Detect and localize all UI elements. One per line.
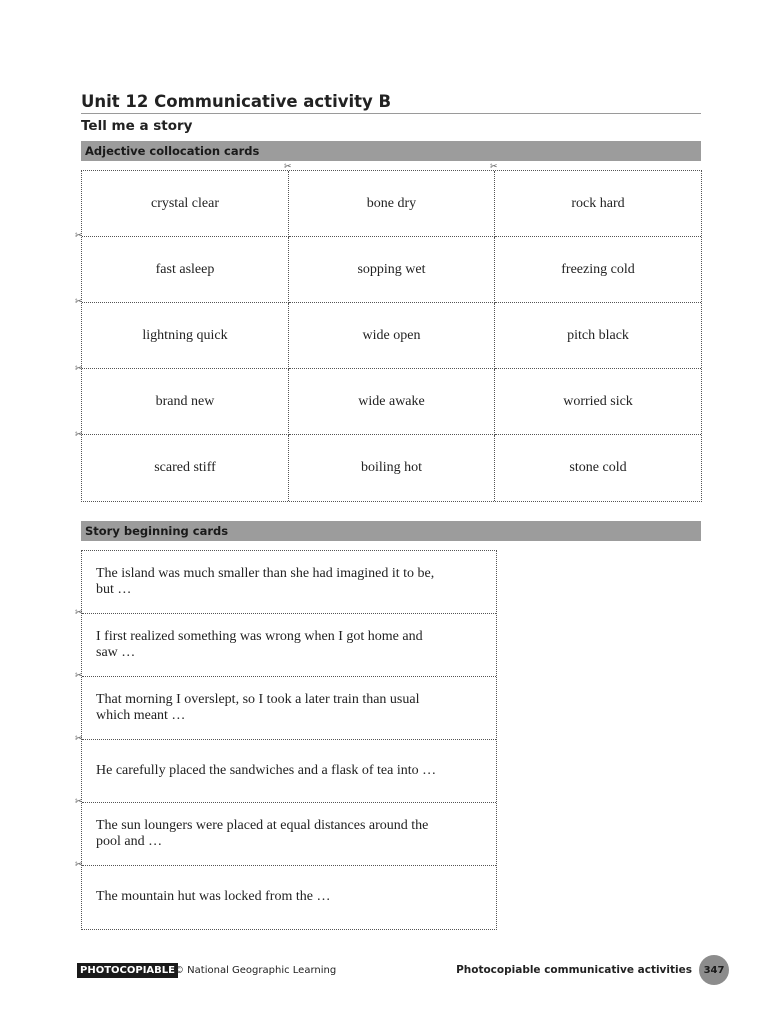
adjective-card: brand new [82, 369, 289, 435]
adjective-card: worried sick [495, 369, 701, 435]
scissors-icon: ✂ [75, 297, 83, 307]
story-card: The mountain hut was locked from the … [96, 889, 331, 905]
activity-subtitle: Tell me a story [81, 118, 193, 134]
scissors-icon: ✂ [75, 860, 83, 870]
adjective-card: scared stiff [82, 435, 289, 501]
scissors-icon: ✂ [284, 162, 292, 172]
adjective-card: boiling hot [289, 435, 495, 501]
adjective-card: stone cold [569, 460, 627, 475]
scissors-icon: ✂ [75, 734, 83, 744]
scissors-icon: ✂ [490, 162, 498, 172]
adjective-card: fast asleep [82, 237, 289, 303]
adjective-card: wide awake [289, 369, 495, 435]
story-card: I first realized something was wrong when I got home and saw … [82, 614, 496, 677]
copyright-text: © National Geographic Learning [174, 965, 337, 976]
story-card: He carefully placed the sandwiches and a flask of tea into … [82, 740, 496, 803]
page-title: Unit 12 Communicative activity B [81, 92, 701, 114]
adjective-card: pitch black [495, 303, 701, 369]
scissors-icon: ✂ [75, 430, 83, 440]
scissors-icon: ✂ [75, 364, 83, 374]
adjective-card: rock hard [495, 171, 701, 237]
adjective-section-header: Adjective collocation cards [81, 141, 701, 161]
scissors-icon: ✂ [75, 231, 83, 241]
footer-section-title: Photocopiable communicative activities [456, 964, 692, 976]
scissors-icon: ✂ [75, 671, 83, 681]
page-number: 347 [699, 955, 729, 985]
scissors-icon: ✂ [75, 608, 83, 618]
story-card: The island was much smaller than she had imagined it to be, but … [82, 551, 496, 614]
story-section-header: Story beginning cards [81, 521, 701, 541]
adjective-card: sopping wet [289, 237, 495, 303]
adjective-card: bone dry [289, 171, 495, 237]
adjective-card: wide open [289, 303, 495, 369]
adjective-card: freezing cold [495, 237, 701, 303]
photocopiable-badge: PHOTOCOPIABLE [77, 963, 178, 978]
scissors-icon: ✂ [75, 797, 83, 807]
adjective-card: lightning quick [82, 303, 289, 369]
story-card: That morning I overslept, so I took a later train than usual which meant … [82, 677, 496, 740]
story-card-list [81, 550, 497, 930]
story-card: The sun loungers were placed at equal distances around the pool and … [82, 803, 496, 866]
adjective-card: crystal clear [82, 171, 289, 237]
adjective-card-grid [81, 170, 702, 502]
